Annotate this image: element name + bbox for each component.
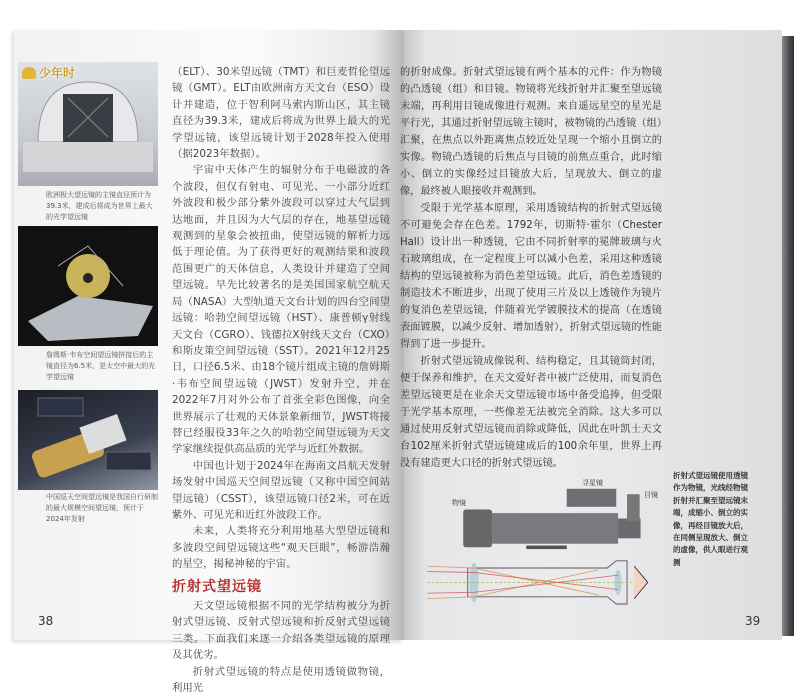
section-heading: 折射式望远镜 <box>172 578 262 595</box>
paragraph: 的折射成像。折射式望远镜有两个基本的元件：作为物镜的凸透镜（组）和目镜。物镜将光线折射并汇聚至望远镜末端，再利用目镜成像进行观测。来自遥远星空的星光是平行光，其通过折射望远镜主镜时，被物镜的凸透镜（组）汇聚，在焦点以外距离焦点较近处呈现一个缩小且倒立的实像。物镜凸透镜的后焦点与目镜的前焦点重合，此时缩小、倒立的实像经过目镜放大后，呈现放大、倒立的虚像，最终被人眼接收并观测到。 <box>400 67 662 197</box>
left-text-column <box>172 64 390 696</box>
photo-caption: 中国巡天空间望远镜是我国自行研制的最大规模空间望远镜，预计于2024年发射 <box>46 493 158 523</box>
telescope-illustration <box>463 489 640 549</box>
right-text-column <box>400 64 662 472</box>
paragraph: 折射式望远镜的特点是使用透镜做物镜，利用光 <box>172 665 390 695</box>
csst-photo <box>18 390 158 490</box>
photo-caption: 詹姆斯·韦布空间望远镜拼接后的主镜直径为6.5米，是太空中最大的光学望远镜 <box>46 351 156 381</box>
paragraph: 宇宙中天体产生的辐射分布于电磁波的各个波段，但仅有射电、可见光、一小部分近红外波段和极少部分紫外波段可以穿过大气层到达地面，并且因为大气层的存在，地基望远镜观测到的星象会被扭曲，使望远镜的解析力远低于理论值。为了获得更好的观测结果和波段范围更广的天体信息，人类设计并建造了空间望远镜。早先比较著名的是美国国家航空航天局（NASA）大型轨道天文台计划的四台空间望远镜：哈勃空间望远镜（HST）、康普顿γ射线天文台（CGRO）、钱德拉X射线天文台（CXO）和斯皮策空间望远镜（SST）。2021年12月25日，口径6.5米、由18个镜片组成主镜的詹姆斯·韦布空间望远镜（JWST）发射升空，并在2022年7月对外公布了首张全彩色图像，向全世界展示了壮观的天体景象新细节，JWST将接替已经服役33年之久的哈勃空间望远镜为天文学家继续提供高品质的光学与近红外数据。 <box>172 164 390 456</box>
paragraph: 折射式望远镜成像锐利、结构稳定，且其镜筒封闭，便于保养和维护，在天文爱好者中被广泛使用，而复消色差望远镜更是在业余天文望远镜市场中备受追捧，但受限于光学基本原理，一些像差无法被完全消除。这大多可以通过使用反射式望远镜而消除或降低，因此在叶凯士天文台102厘米折射式望远镜建成后的100余年里，世界上再没有建造更大口径的折射式望远镜。 <box>400 356 662 469</box>
diagram-caption: 折射式望远镜使用透镜作为物镜，光线经物镜折射并汇聚至望远镜末端，成缩小、倒立的实像，再经目镜放大后，在同侧呈现放大、倒立的虚像，供人眼进行观测 <box>673 471 748 567</box>
paragraph: 天文望远镜根据不同的光学结构被分为折射式望远镜、反射式望远镜和折反射式望远镜三类。下面我们来逐一介绍各类望远镜的原理及其优劣。 <box>172 600 390 662</box>
logo-text: 少年时 <box>39 66 76 80</box>
optical-path-diagram <box>427 561 648 604</box>
label-finder: 寻星镜 <box>582 479 603 487</box>
label-objective: 物镜 <box>452 499 466 507</box>
logo-icon <box>22 67 36 79</box>
label-eyepiece: 目镜 <box>644 491 658 499</box>
paragraph: （ELT）、30米望远镜（TMT）和巨麦哲伦望远镜（GMT）。ELT由欧洲南方天文台（ESO）设计并建造，位于智利阿马索内斯山区，其主镜直径为39.3米，建成后将成为世界上最大的光学望远镜，该望远镜计划于2028年投入使用（据2023年数据）。 <box>172 66 390 161</box>
page-number: 38 <box>38 614 54 628</box>
paragraph: 中国也计划于2024年在海南文昌航天发射场发射中国巡天空间望远镜（又称中国空间站望远镜）（CSST），该望远镜口径2米，可在近紫外、可见光和近红外波段工作。 <box>172 459 390 521</box>
paragraph: 受限于光学基本原理，采用透镜结构的折射式望远镜不可避免会存在色差。1792年，切斯特·霍尔（Chester Hall）设计出一种透镜，它由不同折射率的冕牌玻璃与火石玻璃组成，在一定程度上可以减小色差，采用这种透镜结构的望远镜被称为消色差望远镜。此后，消色差透镜的制造技术不断进步，出现了使用三片及以上透镜作为镜片的复消色差望远镜，伴随着光学镀膜技术的提高（在透镜表面镀膜，以减少反射、增加透射），折射式望远镜的性能得到了进一步提升。 <box>400 203 662 350</box>
refractor-diagram <box>405 478 670 613</box>
photo-caption: 欧洲极大望远镜的主镜直径预计为39.3米，建成后将成为世界上最大的光学望远镜 <box>46 191 153 221</box>
brand-logo <box>22 64 75 81</box>
page-edges <box>782 36 794 636</box>
paragraph: 未来，人类将充分利用地基大型望远镜和多波段空间望远镜这些“观天巨眼”，畅游浩瀚的星空，揭秘神秘的宇宙。 <box>172 525 390 571</box>
jwst-photo <box>18 226 158 346</box>
page-number: 39 <box>745 614 761 628</box>
